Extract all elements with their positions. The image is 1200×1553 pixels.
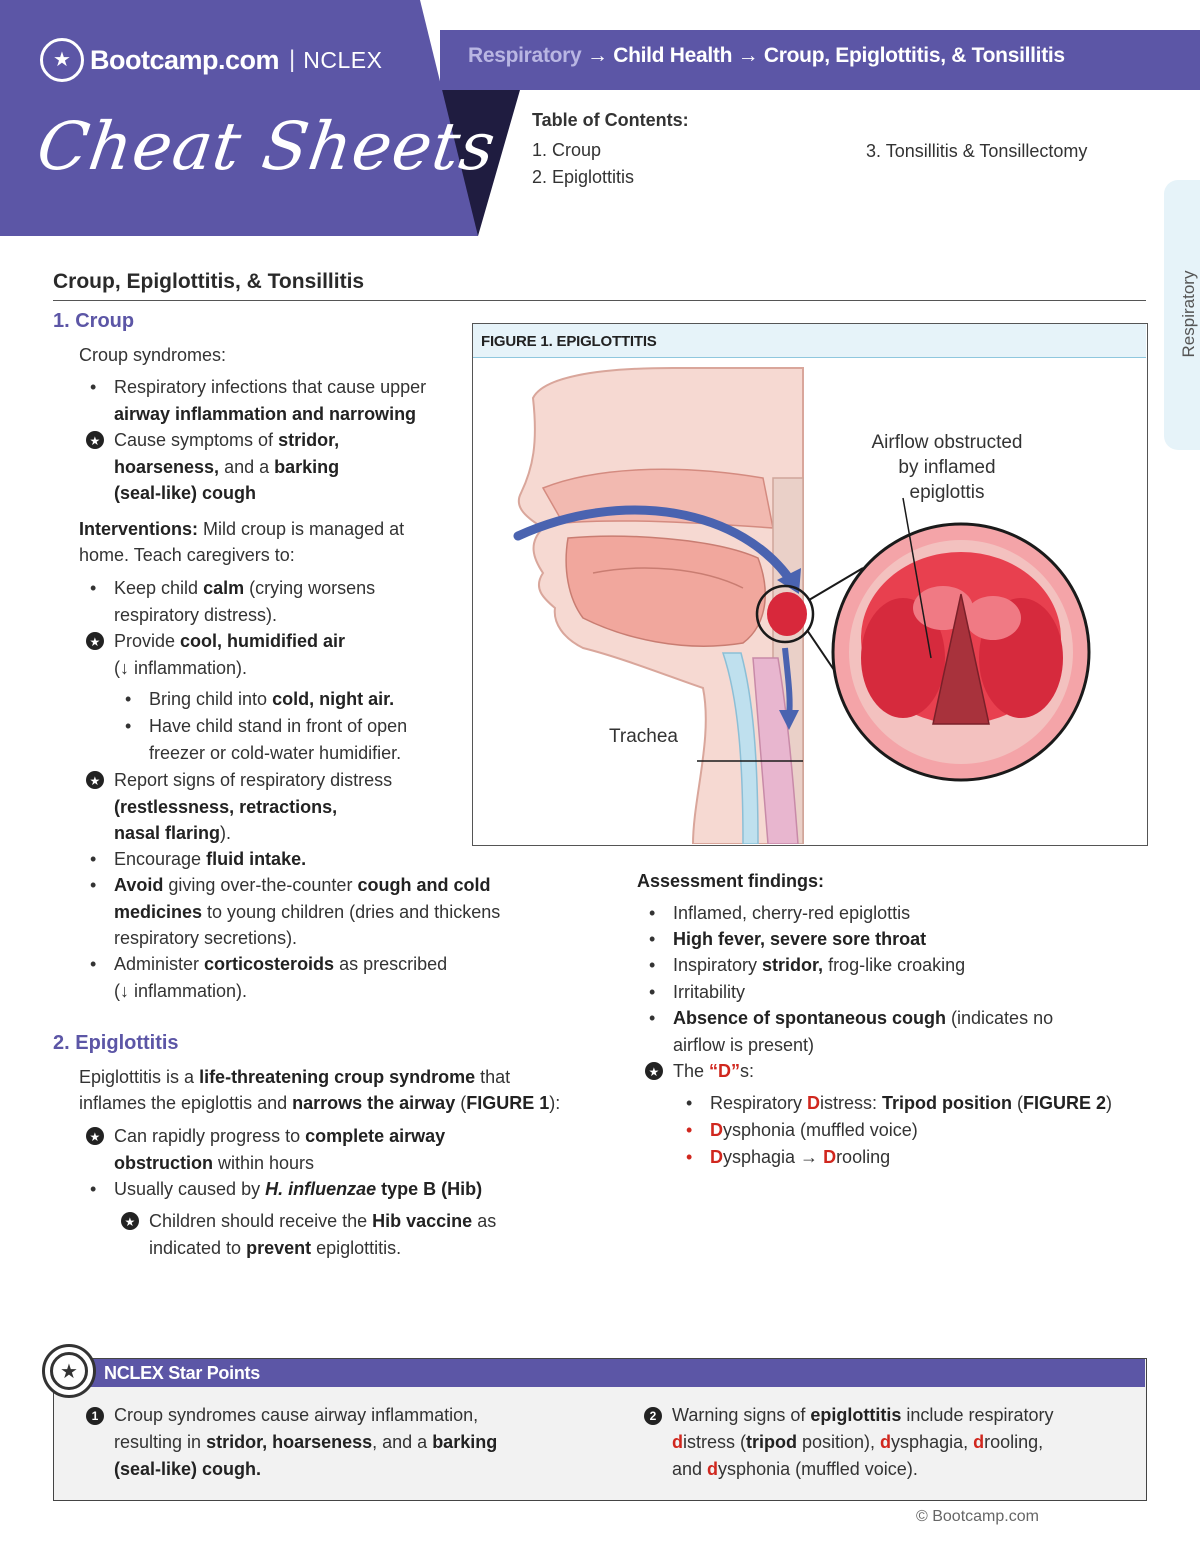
number-badge-2: 2 xyxy=(644,1407,662,1425)
sub-list-item: • Dysphagia → Drooling xyxy=(710,1144,890,1171)
page-title: Croup, Epiglottitis, & Tonsillitis xyxy=(53,270,365,293)
epiglottis-small xyxy=(767,592,807,636)
star-list-item: Can rapidly progress to complete airway obstruction within hours ★ xyxy=(114,1123,445,1176)
list-item: • Usually caused by H. influenzae type B (Hib) xyxy=(114,1176,482,1203)
interventions-paragraph: Interventions: Mild croup is managed at home. Teach caregivers to: xyxy=(79,519,405,565)
star-points-header xyxy=(54,1359,1145,1387)
list-item: • Administer corticosteroids as prescribed (↓ inflammation). xyxy=(114,951,447,1004)
brand-name: Bootcamp.com xyxy=(90,44,280,75)
toc-item-croup[interactable]: 1. Croup xyxy=(532,140,602,160)
cheat-sheets-title: Cheat Sheets xyxy=(32,108,501,185)
epiglottitis-paragraph: Epiglottitis is a life-threatening croup syndrome that inflames the epiglottis and narrows the airway (FIGURE 1): xyxy=(79,1067,561,1113)
breadcrumb-arrow: → xyxy=(737,44,759,67)
label-trachea: Trachea xyxy=(609,726,678,747)
breadcrumb-current: Croup, Epiglottitis, & Tonsillitis xyxy=(763,44,1065,67)
epiglottitis-illustration xyxy=(473,358,1146,844)
list-item: • Inflamed, cherry-red epiglottis xyxy=(673,900,910,927)
list-item: • Keep child calm (crying worsens respiratory distress). xyxy=(114,575,375,628)
side-tab-label: Respiratory xyxy=(1179,270,1198,358)
breadcrumb-child-health[interactable]: Child Health xyxy=(613,44,733,67)
croup-syndromes-label: Croup syndromes: xyxy=(79,345,227,365)
figure-title: FIGURE 1. EPIGLOTTITIS xyxy=(481,333,657,350)
star-list-item: Report signs of respiratory distress (restlessness, retractions, nasal flaring). ★ xyxy=(114,767,392,847)
figure-epiglottitis xyxy=(472,323,1148,846)
breadcrumb xyxy=(468,44,1065,68)
bootcamp-logo-icon: ★ xyxy=(40,38,84,82)
section-heading-croup: 1. Croup xyxy=(53,310,135,332)
star-point-1: Croup syndromes cause airway inflammation, resulting in stridor, hoarseness, and a barking (seal-like) cough. xyxy=(114,1405,498,1479)
list-item: • Respiratory infections that cause upper airway inflammation and narrowing xyxy=(114,374,426,427)
list-item: • Avoid giving over-the-counter cough and cold medicines to young children (dries and thickens respiratory secretions). xyxy=(114,872,500,952)
toc-title: Table of Contents: xyxy=(532,110,689,130)
sub-list-item: • Dysphonia (muffled voice) xyxy=(710,1117,918,1144)
sub-list-item: • Have child stand in front of open freezer or cold-water humidifier. xyxy=(149,713,407,766)
figure-header xyxy=(473,324,1146,358)
star-list-item: The “D”s: ★ xyxy=(673,1058,754,1085)
star-list-item: Cause symptoms of stridor, hoarseness, and a barking (seal-like) cough ★ xyxy=(114,427,339,507)
brand-separator: | xyxy=(289,46,296,73)
toc-item-tonsillitis[interactable]: 3. Tonsillitis & Tonsillectomy xyxy=(866,141,1088,161)
section-heading-epiglottitis: 2. Epiglottitis xyxy=(53,1032,179,1054)
list-item: • Irritability xyxy=(673,979,745,1006)
star-point-2: Warning signs of epiglottitis include respiratory distress (tripod position), dysphagia, drooling, and dysphonia (muffled voice). xyxy=(672,1405,1054,1479)
list-item: • High fever, severe sore throat xyxy=(673,926,926,953)
list-item: • Encourage fluid intake. xyxy=(114,846,306,873)
breadcrumb-respiratory[interactable]: Respiratory xyxy=(468,44,582,67)
list-item: • Absence of spontaneous cough (indicates no airflow is present) xyxy=(673,1005,1053,1058)
star-list-item: Provide cool, humidified air (↓ inflammation). ★ xyxy=(114,628,345,681)
number-badge-1: 1 xyxy=(86,1407,104,1425)
breadcrumb-arrow: → xyxy=(586,44,608,67)
footer-copyright: © Bootcamp.com xyxy=(916,1508,1039,1525)
star-points-title: NCLEX Star Points xyxy=(104,1363,260,1383)
toc-item-epiglottitis[interactable]: 2. Epiglottitis xyxy=(532,167,635,187)
table-of-contents xyxy=(532,110,689,191)
star-badge-icon: ★ xyxy=(42,1344,96,1398)
star-list-item: Children should receive the Hib vaccine as indicated to prevent epiglottitis. ★ xyxy=(149,1208,496,1261)
label-airflow-obstructed: Airflow obstructed by inflamed epiglottis xyxy=(871,432,1023,503)
sub-list-item: • Respiratory Distress: Tripod position (FIGURE 2) xyxy=(710,1090,1112,1117)
assessment-heading: Assessment findings: xyxy=(637,871,825,891)
title-divider xyxy=(53,300,1146,301)
list-item: • Inspiratory stridor, frog-like croaking xyxy=(673,952,965,979)
exam-name: NCLEX xyxy=(303,46,383,73)
brand-logo xyxy=(40,38,382,82)
sub-list-item: • Bring child into cold, night air. xyxy=(149,686,394,713)
